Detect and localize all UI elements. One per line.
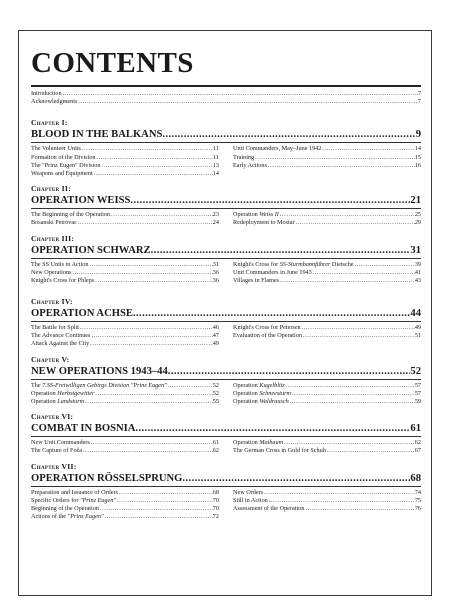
entry-title: Actions of the "Prinz Eugen": [31, 513, 104, 521]
entry-title: The Capture of Foča: [31, 447, 83, 455]
dot-leader: [326, 447, 415, 455]
entry-title: Operation Weiss II: [233, 211, 279, 219]
entry-title: Still in Action: [233, 496, 268, 504]
entry-page: 75: [414, 496, 421, 504]
dot-leader: [130, 194, 410, 207]
toc-entry[interactable]: [31, 277, 219, 285]
italic-term: Kugelblitz: [259, 381, 285, 389]
toc-entry-introduction[interactable]: [31, 90, 421, 98]
toc-entry[interactable]: [31, 340, 219, 348]
italic-term: Herbstgewitter: [57, 389, 95, 397]
dot-leader: [151, 244, 411, 257]
contents-page: [18, 30, 432, 596]
entry-title: The Volunteer Units: [31, 145, 81, 153]
entry-page: 15: [414, 153, 421, 161]
toc-entry[interactable]: [31, 398, 219, 406]
chapter-page: 61: [410, 423, 421, 435]
dot-leader: [79, 324, 213, 332]
toc-entry[interactable]: [233, 162, 421, 170]
entry-page: 25: [414, 211, 421, 219]
toc-entry[interactable]: [31, 382, 219, 390]
entry-page: 51: [414, 332, 421, 340]
chapter-page: 52: [410, 365, 421, 377]
toc-entry[interactable]: [31, 324, 219, 332]
toc-entry[interactable]: [233, 497, 421, 505]
dot-leader: [84, 398, 213, 406]
toc-entry[interactable]: [233, 261, 421, 269]
dot-leader: [88, 261, 212, 269]
italic-term: SS-Sturmbannführer: [279, 260, 331, 268]
entry-title: Attack Against the City: [31, 340, 90, 348]
entry-page: 16: [414, 161, 421, 169]
chapter-title: COMBAT IN BOSNIA: [31, 423, 136, 435]
entry-page: 72: [212, 513, 219, 521]
dot-leader: [279, 277, 415, 285]
chapter-title: OPERATION WEISS: [31, 195, 131, 207]
dot-leader: [89, 340, 213, 348]
toc-entry[interactable]: [233, 219, 421, 227]
chapter-1: [31, 118, 421, 178]
italic-term: Waldrausch: [259, 398, 289, 405]
dot-leader: [279, 211, 415, 219]
entry-page: 7: [417, 98, 421, 106]
entry-title: Knight's Cross for Petersen: [233, 324, 301, 332]
dot-leader: [289, 398, 415, 406]
entry-title: The Beginning of the Operation: [31, 211, 111, 219]
toc-entry[interactable]: [31, 269, 219, 277]
chapter-heading[interactable]: [31, 244, 421, 257]
entry-title: Formation of the Division: [31, 153, 96, 161]
toc-entry[interactable]: [233, 269, 421, 277]
entry-title: Operation Maibaum: [233, 439, 284, 447]
chapter-rule: [31, 321, 421, 322]
entry-page: 39: [414, 260, 421, 268]
entry-title: Preparation and Issuance of Orders: [31, 488, 118, 496]
dot-leader: [162, 128, 415, 141]
toc-entry[interactable]: [233, 439, 421, 447]
entry-title: Early Actions: [233, 161, 267, 169]
page-title: CONTENTS: [31, 47, 194, 79]
chapter-2: [31, 184, 421, 227]
entry-title: Training: [233, 153, 255, 161]
entry-title: Beginning of the Operation: [31, 504, 99, 512]
toc-entry[interactable]: [31, 390, 219, 398]
entry-title: The 7.SS-Freiwilligen Gebirgs Division "Prinz Eugen": [31, 381, 167, 389]
entry-page: 61: [212, 439, 219, 447]
entry-title: Knight's Cross for SS-Sturmbannführer Dietsche: [233, 260, 354, 268]
chapter-rule: [31, 486, 421, 487]
sections-right-column: [233, 211, 421, 227]
entry-title: The Battle for Split: [31, 324, 79, 332]
toc-entry[interactable]: [233, 390, 421, 398]
dot-leader: [254, 154, 415, 162]
sections-right-column: [233, 439, 421, 455]
dot-leader: [82, 447, 213, 455]
chapter-heading[interactable]: [31, 194, 421, 207]
dot-leader: [110, 211, 213, 219]
chapter-rule: [31, 379, 421, 380]
entry-page: 49: [414, 324, 421, 332]
toc-entry[interactable]: [31, 332, 219, 340]
entry-page: 49: [212, 340, 219, 348]
chapter-number: Chapter III:: [31, 233, 75, 243]
chapter-page: 31: [410, 244, 421, 256]
sections-right-column: [233, 382, 421, 407]
entry-title: Redeployment to Mostar: [233, 219, 295, 227]
toc-entry[interactable]: [31, 439, 219, 447]
dot-leader: [104, 513, 213, 521]
chapter-heading[interactable]: [31, 307, 421, 320]
chapter-sections: [31, 145, 421, 178]
chapter-4: [31, 297, 421, 349]
dot-leader: [263, 489, 415, 497]
entry-title: The Advance Continues: [31, 332, 91, 340]
chapter-sections: [31, 382, 421, 407]
toc-entry[interactable]: [31, 154, 219, 162]
toc-entry[interactable]: [31, 513, 219, 521]
entry-page: 31: [212, 260, 219, 268]
chapter-sections: [31, 489, 421, 522]
entry-title: Operation Kugelblitz: [233, 381, 285, 389]
entry-title: Weapons and Equipment: [31, 169, 93, 177]
toc-entry[interactable]: [31, 261, 219, 269]
dot-leader: [95, 154, 213, 162]
chapter-heading[interactable]: [31, 365, 421, 378]
entry-page: 57: [414, 381, 421, 389]
sections-right-column: [233, 261, 421, 286]
italic-term: 7.SS-Freiwilligen Gebirgs Division "Prinz Eugen": [42, 381, 167, 389]
dot-leader: [94, 277, 213, 285]
toc-entry[interactable]: [233, 489, 421, 497]
entry-title: Operation Schneesturm: [233, 389, 291, 397]
dot-leader: [285, 382, 415, 390]
dot-leader: [167, 382, 213, 390]
entry-title: Bosanski Petrovac: [31, 219, 77, 227]
dot-leader: [312, 269, 415, 277]
chapter-rule: [31, 258, 421, 259]
entry-title: New Orders: [233, 488, 264, 496]
chapter-rule: [31, 436, 421, 437]
entry-page: 7: [417, 90, 421, 97]
dot-leader: [283, 439, 415, 447]
sections-right-column: [233, 489, 421, 522]
chapter-page: 21: [410, 195, 421, 207]
sections-left-column: [31, 439, 219, 455]
chapter-title: OPERATION SCHWARZ: [31, 244, 151, 256]
entry-title: Assessment of the Operation: [233, 504, 305, 512]
chapter-sections: [31, 324, 421, 349]
dot-leader: [101, 162, 213, 170]
entry-page: 52: [212, 381, 219, 389]
entry-title: Unit Commanders, May–June 1942: [233, 145, 322, 153]
dot-leader: [168, 365, 411, 378]
chapter-sections: [31, 261, 421, 286]
toc-entry[interactable]: [233, 145, 421, 153]
toc-entry[interactable]: [233, 332, 421, 340]
entry-page: 70: [212, 504, 219, 512]
italic-term: Weiss II: [259, 211, 279, 219]
dot-leader: [135, 422, 410, 435]
toc-entry[interactable]: [31, 219, 219, 227]
toc-entry[interactable]: [233, 505, 421, 513]
chapter-number: Chapter VII:: [31, 461, 77, 471]
sections-left-column: [31, 324, 219, 349]
sections-left-column: [31, 211, 219, 227]
chapter-number: Chapter VI:: [31, 412, 74, 422]
dot-leader: [62, 90, 418, 98]
entry-title: The "Prinz Eugen" Division: [31, 161, 101, 169]
toc-entry[interactable]: [233, 154, 421, 162]
entry-page: 55: [212, 398, 219, 405]
entry-page: 68: [212, 488, 219, 496]
entry-page: 14: [212, 169, 219, 177]
sections-right-column: [233, 145, 421, 178]
dot-leader: [90, 332, 212, 340]
entry-title: Operation Waldrausch: [233, 398, 289, 405]
chapter-number: Chapter V:: [31, 354, 70, 364]
dot-leader: [301, 324, 415, 332]
sections-right-column: [233, 324, 421, 349]
toc-entry[interactable]: [233, 324, 421, 332]
italic-term: Landsturm: [57, 398, 85, 405]
chapter-rule: [31, 208, 421, 209]
entry-page: 62: [212, 447, 219, 455]
dot-leader: [295, 219, 415, 227]
entry-title: Unit Commanders in June 1943: [233, 268, 312, 276]
sections-left-column: [31, 382, 219, 407]
dot-leader: [77, 98, 418, 106]
chapter-number: Chapter I:: [31, 118, 68, 128]
entry-page: 24: [212, 219, 219, 227]
chapter-rule: [31, 142, 421, 143]
entry-title: New Unit Commanders: [31, 439, 90, 447]
italic-term: Schneesturm: [259, 389, 291, 397]
toc-entry[interactable]: [31, 489, 219, 497]
dot-leader: [304, 505, 414, 513]
entry-title: Evaluation of the Operation: [233, 332, 302, 340]
title-rule: [31, 85, 421, 87]
dot-leader: [118, 489, 213, 497]
chapter-6: [31, 412, 421, 455]
dot-leader: [90, 439, 213, 447]
toc-entry[interactable]: [233, 382, 421, 390]
toc-entry[interactable]: [233, 277, 421, 285]
dot-leader: [291, 390, 415, 398]
toc-entry[interactable]: [31, 145, 219, 153]
entry-page: 74: [414, 488, 421, 496]
entry-title: The German Cross in Gold for Schuh: [233, 447, 326, 455]
entry-page: 29: [414, 219, 421, 227]
toc-entry[interactable]: [233, 398, 421, 406]
dot-leader: [99, 505, 213, 513]
chapter-heading[interactable]: [31, 422, 421, 435]
entry-page: 43: [414, 276, 421, 284]
entry-page: 36: [212, 268, 219, 276]
entry-page: 52: [212, 389, 219, 397]
toc-entry[interactable]: [31, 505, 219, 513]
entry-title: Operation Landsturm: [31, 398, 85, 405]
dot-leader: [182, 472, 410, 485]
entry-page: 41: [414, 268, 421, 276]
entry-page: 67: [414, 447, 421, 455]
toc-entry[interactable]: [31, 170, 219, 178]
chapter-page: 44: [410, 308, 421, 320]
chapter-title: OPERATION ACHSE: [31, 308, 133, 320]
sections-left-column: [31, 145, 219, 178]
entry-page: 59: [414, 398, 421, 405]
dot-leader: [71, 269, 212, 277]
dot-leader: [133, 307, 410, 320]
entry-page: 46: [212, 324, 219, 332]
italic-term: "Prinz Eugen": [79, 496, 116, 504]
front-matter: [31, 90, 421, 106]
dot-leader: [321, 145, 414, 153]
sections-left-column: [31, 489, 219, 522]
entry-title: Specific Orders for "Prinz Eugen": [31, 496, 116, 504]
chapter-page: 9: [415, 129, 421, 141]
toc-entry[interactable]: [31, 211, 219, 219]
dot-leader: [81, 145, 213, 153]
dot-leader: [116, 497, 213, 505]
chapter-heading[interactable]: [31, 128, 421, 141]
entry-page: 11: [213, 153, 219, 161]
entry-page: 62: [414, 439, 421, 447]
dot-leader: [354, 261, 415, 269]
entry-page: 11: [213, 145, 219, 153]
dot-leader: [77, 219, 213, 227]
entry-page: 23: [212, 211, 219, 219]
entry-page: 14: [414, 145, 421, 153]
chapter-number: Chapter II:: [31, 184, 71, 194]
dot-leader: [267, 162, 415, 170]
chapter-title: BLOOD IN THE BALKANS: [31, 129, 163, 141]
entry-page: 70: [212, 496, 219, 504]
dot-leader: [268, 497, 415, 505]
toc-entry[interactable]: [31, 497, 219, 505]
chapter-heading[interactable]: [31, 472, 421, 485]
sections-left-column: [31, 261, 219, 286]
entry-title: Knight's Cross for Phleps: [31, 276, 95, 284]
italic-term: Maibaum: [259, 439, 284, 447]
entry-title: Acknowledgments: [31, 98, 78, 106]
entry-title: Villages in Flames: [233, 276, 280, 284]
dot-leader: [302, 332, 415, 340]
entry-page: 47: [212, 332, 219, 340]
entry-page: 13: [212, 161, 219, 169]
chapter-7: [31, 462, 421, 522]
toc-entry-acknowledgments[interactable]: [31, 98, 421, 106]
dot-leader: [93, 170, 213, 178]
chapter-number: Chapter IV:: [31, 297, 73, 307]
chapter-3: [31, 234, 421, 286]
entry-title: Introduction: [31, 90, 62, 97]
toc-entry[interactable]: [31, 447, 219, 455]
entry-page: 36: [212, 276, 219, 284]
entry-title: Operation Herbstgewitter: [31, 389, 95, 397]
entry-title: The SS Units in Action: [31, 260, 89, 268]
entry-page: 76: [414, 504, 421, 512]
chapter-sections: [31, 211, 421, 227]
chapter-title: OPERATION RÖSSELSPRUNG: [31, 472, 183, 484]
italic-term: "Prinz Eugen": [67, 513, 104, 521]
chapter-5: [31, 355, 421, 407]
entry-page: 57: [414, 389, 421, 397]
toc-entry[interactable]: [233, 211, 421, 219]
chapter-title: NEW OPERATIONS 1943–44: [31, 365, 168, 377]
chapter-page: 68: [410, 472, 421, 484]
entry-title: New Operations: [31, 268, 72, 276]
dot-leader: [94, 390, 212, 398]
toc-entry[interactable]: [31, 162, 219, 170]
chapter-sections: [31, 439, 421, 455]
toc-entry[interactable]: [233, 447, 421, 455]
